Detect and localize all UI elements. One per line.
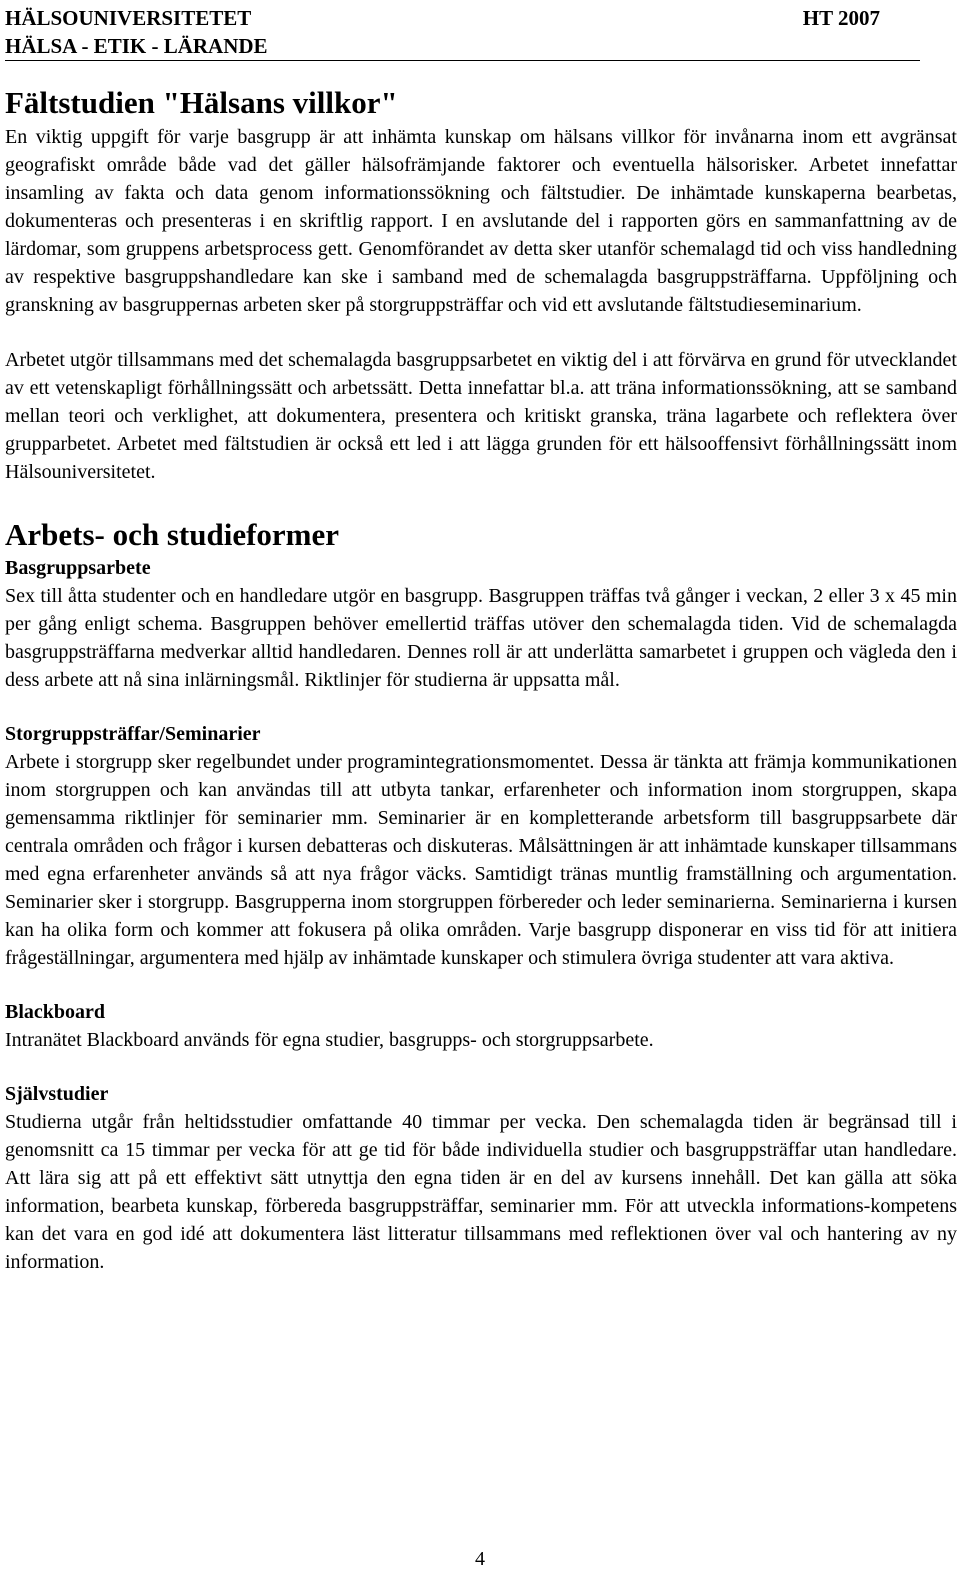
document-body (5, 83, 957, 1276)
heading-storgrupp: Storgruppsträffar/Seminarier (5, 723, 261, 745)
section-title-arbetsformer: Arbets- och studieformer (5, 517, 340, 552)
paragraph-intro: En viktig uppgift för varje basgrupp är att inhämta kunskap om hälsans villkor för invånarna inom ett avgränsat geografiskt område både vad det gäller hälsofrämjande faktorer och eventuella hälsorisker. Arbetet innefattar insamling av fakta och data genom informationssökning och fältstudier. De inhämtade kunskaperna bearbetas, dokumenteras och presenteras i en skriftlig rapport. I en avslutande del i rapporten görs en sammanfattning av de lärdomar, som gruppens arbetsprocess gett. Genomförandet av detta sker utanför schemalagd tid och viss handledning av respektive basgruppshandledare kan ske i samband med de schemalagda basgruppsträffarna. Uppföljning och granskning av basgruppernas arbeten sker på storgruppsträffar och vid ett avslutande fältstudieseminarium. (5, 126, 957, 316)
paragraph-storgrupp: Arbete i storgrupp sker regelbundet under programintegrationsmomentet. Dessa är tänkta att främja kommunikationen inom storgruppen och kan användas till att utbyta tankar, erfarenheter och information inom storgruppen, skapa gemensamma riktlinjer för seminarier mm. Seminarier är en kompletterande arbetsform till basgruppsarbete där centrala områden och frågor i kursen debatteras och diskuteras. Målsättningen är att inhämtade kunskaper tillsammans med egna erfarenheter används så att nya frågor väcks. Samtidigt tränas muntlig framställning och argumentation. Seminarier sker i storgrupp. Basgrupperna inom storgruppen förbereder och leder seminarierna. Seminarierna i kursen kan ha olika form och kommer att fokusera på olika områden. Varje basgrupp disponerar en viss tid för att initiera frågeställningar, argumentera med hjälp av inhämtade kunskaper och stimulera övriga studenter att vara aktiva. (5, 751, 957, 969)
heading-blackboard: Blackboard (5, 1001, 106, 1023)
paragraph-sjalvstudier: Studierna utgår från heltidsstudier omfattande 40 timmar per vecka. Den schemalagda tiden är begränsad till i genomsnitt ca 15 timmar per vecka för att ge tid för både individuella studier och basgruppsträffar utan handledare. Att lära sig att på ett effektivt sätt utnyttja den egna tiden är en del av kursens innehåll. Det kan gälla att söka information, bearbeta kunskap, förbereda basgruppsträffar, seminarier mm. För att utveckla informations-kompetens kan det vara en god idé att dokumentera läst litteratur tillsammans med reflektionen över val och hantering av ny information. (5, 1111, 957, 1273)
heading-basgruppsarbete: Basgruppsarbete (5, 557, 151, 579)
paragraph-blackboard: Intranätet Blackboard används för egna studier, basgrupps- och storgruppsarbete. (5, 1029, 654, 1051)
page-number: 4 (475, 1548, 485, 1570)
heading-sjalvstudier: Självstudier (5, 1083, 109, 1105)
term: HT 2007 (802, 6, 880, 30)
paragraph-basgruppsarbete: Sex till åtta studenter och en handledare utgör en basgrupp. Basgruppen träffas två gånger i veckan, 2 eller 3 x 45 min per gång enligt schema. Basgruppen behöver emellertid träffas utöver den schemalagda tiden. Vid de schemalagda basgruppsträffarna medverkar alltid handledaren. Dennes roll är att underlätta samarbetet i gruppen och vägleda den i dess arbete att nå sina inlärningsmål. Riktlinjer för studierna är uppsatta mål. (5, 585, 957, 691)
org-name: HÄLSOUNIVERSITETET (5, 6, 252, 30)
paragraph-purpose: Arbetet utgör tillsammans med det schemalagda basgruppsarbetet en viktig del i att förvärva en grund för utvecklandet av ett vetenskapligt förhållningssätt och arbetssätt. Detta innefattar bl.a. att träna informationssökning, att se samband mellan teori och verklighet, att dokumentera, presentera och kritiskt granska, träna lagarbete och reflektera över grupparbetet. Arbetet med fältstudien är också ett led i att lägga grunden för ett hälsooffensivt förhållningssätt inom Hälsouniversitetet. (5, 349, 957, 483)
section-title-faltstudien: Fältstudien "Hälsans villkor" (5, 85, 398, 120)
course-name: HÄLSA - ETIK - LÄRANDE (5, 34, 268, 58)
page-header (5, 4, 920, 61)
